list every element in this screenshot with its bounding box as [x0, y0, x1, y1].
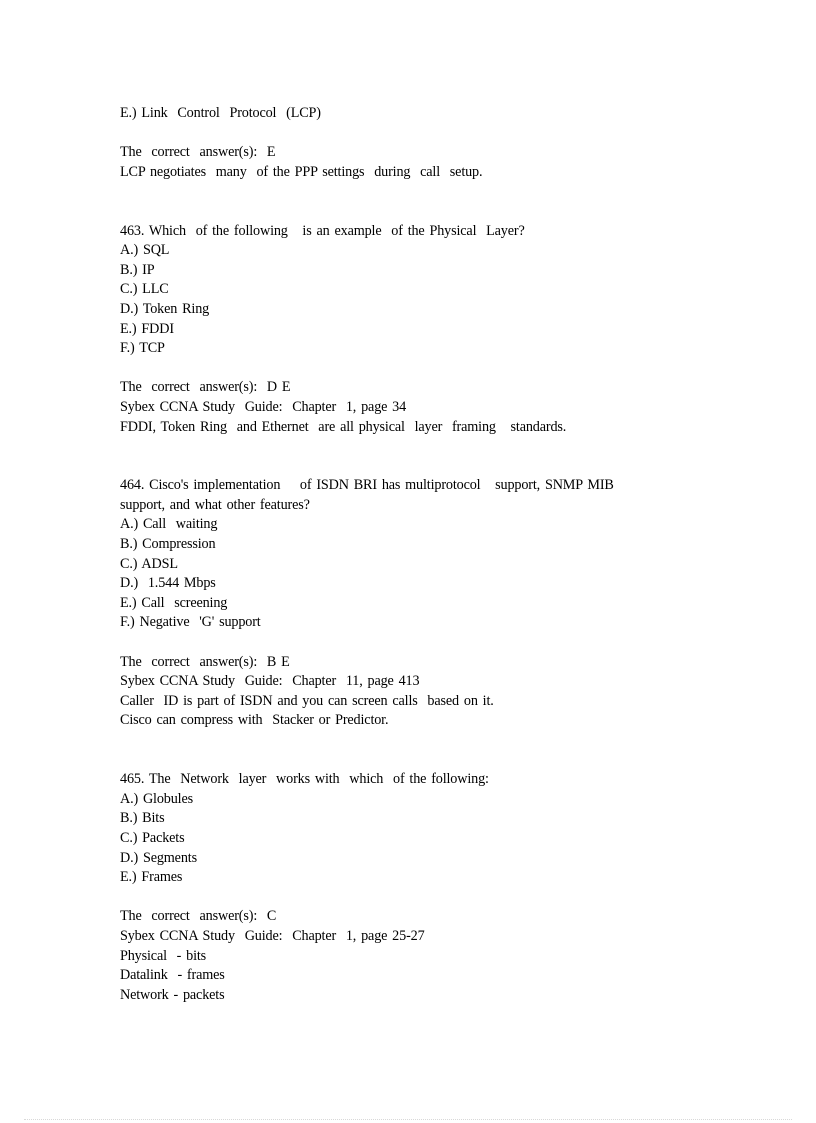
document-body — [120, 104, 680, 1005]
page-bottom-rule — [24, 1119, 792, 1120]
answer-option: E.) Frames — [120, 869, 183, 886]
answer-option: E.) FDDI — [120, 320, 174, 337]
answer-option: F.) TCP — [120, 340, 165, 357]
explanation: Physical - bits — [120, 947, 207, 964]
blank-line — [120, 124, 680, 144]
answer-option: D.) 1.544 Mbps — [120, 575, 216, 592]
answer-option: E.) Link Control Protocol (LCP) — [120, 105, 321, 121]
explanation: Cisco can compress with Stacker or Predictor. — [120, 712, 389, 729]
answer-option: A.) Globules — [120, 790, 193, 807]
answer-option: B.) Compression — [120, 536, 216, 553]
answer-option: D.) Token Ring — [120, 300, 210, 317]
blank-line — [120, 888, 680, 908]
reference: Sybex CCNA Study Guide: Chapter 11, page 413 — [120, 673, 420, 690]
explanation: Network - packets — [120, 986, 225, 1003]
explanation: Caller ID is part of ISDN and you can screen calls based on it. — [120, 692, 494, 709]
explanation: FDDI, Token Ring and Ethernet are all physical layer framing standards. — [120, 418, 567, 435]
blank-line — [120, 182, 680, 202]
answer-option: E.) Call screening — [120, 594, 228, 611]
blank-line — [120, 731, 680, 751]
reference: Sybex CCNA Study Guide: Chapter 1, page 34 — [120, 398, 407, 415]
answer-option: A.) Call waiting — [120, 516, 218, 533]
blank-line — [120, 457, 680, 477]
blank-line — [120, 437, 680, 457]
answer-option: B.) Bits — [120, 810, 165, 827]
answer-option: C.) ADSL — [120, 555, 178, 572]
explanation: Datalink - frames — [120, 967, 225, 984]
explanation: LCP negotiates many of the PPP settings during call setup. — [120, 163, 483, 180]
answer-option: D.) Segments — [120, 849, 197, 866]
reference: Sybex CCNA Study Guide: Chapter 1, page 25-27 — [120, 927, 425, 944]
answer-option: C.) Packets — [120, 829, 185, 846]
question-464: 464. Cisco's implementation of ISDN BRI has multiprotocol support, SNMP MIB — [120, 477, 614, 494]
question-463: 463. Which of the following is an example of the Physical Layer? — [120, 222, 525, 239]
blank-line — [120, 359, 680, 379]
answer-option: A.) SQL — [120, 242, 170, 259]
correct-answer: The correct answer(s): B E — [120, 653, 290, 670]
correct-answer: The correct answer(s): D E — [120, 379, 291, 396]
answer-option: B.) IP — [120, 261, 155, 278]
correct-answer: The correct answer(s): E — [120, 144, 276, 161]
answer-option: F.) Negative 'G' support — [120, 614, 261, 631]
blank-line — [120, 633, 680, 653]
answer-option: C.) LLC — [120, 281, 169, 298]
blank-line — [120, 202, 680, 222]
blank-line — [120, 751, 680, 771]
question-464-continued: support, and what other features? — [120, 496, 310, 513]
correct-answer: The correct answer(s): C — [120, 908, 277, 925]
question-465: 465. The Network layer works with which of the following: — [120, 771, 489, 788]
